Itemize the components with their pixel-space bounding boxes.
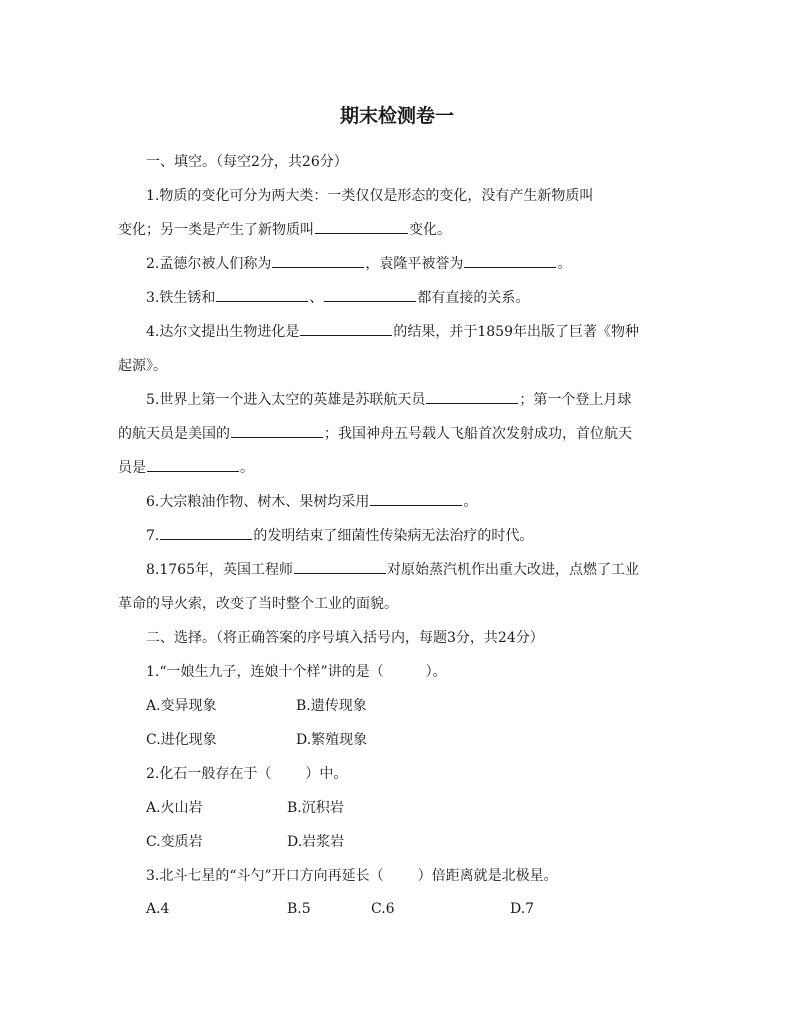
- choice-question-3: [146, 866, 558, 886]
- option-b: B.5: [287, 901, 311, 917]
- choice-question-1-stem-a: 1.“一娘生九子，连娘十个样”讲的是（: [146, 664, 384, 680]
- question-6-text-a: 6.大宗粮油作物、树木、果树均采用: [146, 494, 370, 510]
- question-8-text-b: 对原始蒸汽机作出重大改进，点燃了工业: [387, 562, 639, 578]
- question-2-text-b: ，袁隆平被誉为: [365, 256, 464, 272]
- question-7: [146, 526, 533, 546]
- answer-blank[interactable]: [231, 424, 323, 438]
- answer-blank[interactable]: [216, 288, 308, 302]
- answer-blank[interactable]: [464, 254, 556, 268]
- choice-question-3-stem-b: ）倍距离就是北极星。: [417, 868, 558, 884]
- question-5-text-f: 。: [240, 460, 254, 476]
- question-5-text-d: ；我国神舟五号载人飞船首次发射成功，首位航天: [324, 426, 632, 442]
- answer-blank[interactable]: [426, 390, 518, 404]
- question-1-line-2: [118, 220, 451, 240]
- question-3-text-b: 、: [309, 290, 324, 306]
- choice-question-1: [146, 662, 447, 682]
- option-b: B.遗传现象: [296, 698, 367, 714]
- question-4-text-b: 的结果，并于1859年出版了巨著《物种: [393, 324, 639, 340]
- choice-question-3-stem-a: 3.北斗七星的“斗勺”开口方向再延长（: [146, 868, 384, 884]
- question-6-text-b: 。: [463, 494, 478, 510]
- question-3: [146, 288, 529, 308]
- question-2-text-a: 2.孟德尔被人们称为: [146, 256, 272, 272]
- option-b: B.沉积岩: [287, 800, 344, 816]
- answer-blank[interactable]: [324, 288, 416, 302]
- question-1-text-b: 变化。: [409, 222, 451, 238]
- section-heading-fill-blank: 一、填空。（每空2分，共26分）: [146, 154, 348, 170]
- option-a: A.4: [146, 901, 170, 917]
- question-4-line-2: 起源》。: [118, 358, 167, 374]
- page-title: 期末检测卷一: [339, 105, 454, 127]
- question-5-text-e: 员是: [118, 460, 146, 476]
- question-5-line-2: [118, 424, 632, 444]
- choice-question-2-stem-b: ）中。: [305, 766, 348, 782]
- question-8-line-2: 革命的导火索，改变了当时整个工业的面貌。: [118, 596, 398, 612]
- question-3-text-c: 都有直接的关系。: [417, 290, 530, 306]
- question-6: [146, 492, 477, 512]
- answer-blank[interactable]: [147, 458, 239, 472]
- question-2: [146, 254, 571, 274]
- question-8-line-1: [146, 560, 639, 580]
- question-5-text-a: 5.世界上第一个进入太空的英雄是苏联航天员: [146, 392, 426, 408]
- answer-blank[interactable]: [294, 560, 386, 574]
- option-d: D.繁殖现象: [296, 732, 368, 748]
- question-2-text-c: 。: [557, 256, 572, 272]
- answer-blank[interactable]: [370, 492, 462, 506]
- option-a: A.变异现象: [146, 698, 217, 714]
- question-1-text-a: 变化；另一类是产生了新物质叫: [118, 222, 314, 238]
- choice-question-2-stem-a: 2.化石一般存在于（: [146, 766, 272, 782]
- question-4-line-1: [146, 322, 639, 342]
- choice-question-2: [146, 764, 347, 784]
- option-d: D.岩浆岩: [287, 834, 345, 850]
- question-5-text-b: ；第一个登上月球: [519, 392, 632, 408]
- answer-blank[interactable]: [315, 220, 408, 234]
- question-4-text-a: 4.达尔文提出生物进化是: [146, 324, 300, 340]
- option-c: C.6: [371, 901, 395, 917]
- option-d: D.7: [510, 901, 535, 917]
- question-1-line-1: 1.物质的变化可分为两大类：一类仅仅是形态的变化，没有产生新物质叫: [146, 188, 594, 204]
- question-8-text-a: 8.1765年，英国工程师: [146, 562, 293, 578]
- answer-blank[interactable]: [300, 322, 392, 336]
- option-a: A.火山岩: [146, 800, 203, 816]
- option-c: C.变质岩: [146, 834, 203, 850]
- question-7-text-b: 的发明结束了细菌性传染病无法治疗的时代。: [253, 528, 534, 544]
- question-7-text-a: 7.: [146, 528, 160, 544]
- choice-question-1-stem-b: ）。: [425, 664, 447, 680]
- option-c: C.进化现象: [146, 732, 217, 748]
- question-5-line-1: [146, 390, 631, 410]
- answer-blank[interactable]: [160, 526, 252, 540]
- section-heading-multiple-choice: 二、选择。（将正确答案的序号填入括号内，每题3分，共24分）: [146, 630, 544, 646]
- answer-blank[interactable]: [272, 254, 364, 268]
- question-5-text-c: 的航天员是美国的: [118, 426, 230, 442]
- question-5-line-3: [118, 458, 254, 478]
- question-3-text-a: 3.铁生锈和: [146, 290, 216, 306]
